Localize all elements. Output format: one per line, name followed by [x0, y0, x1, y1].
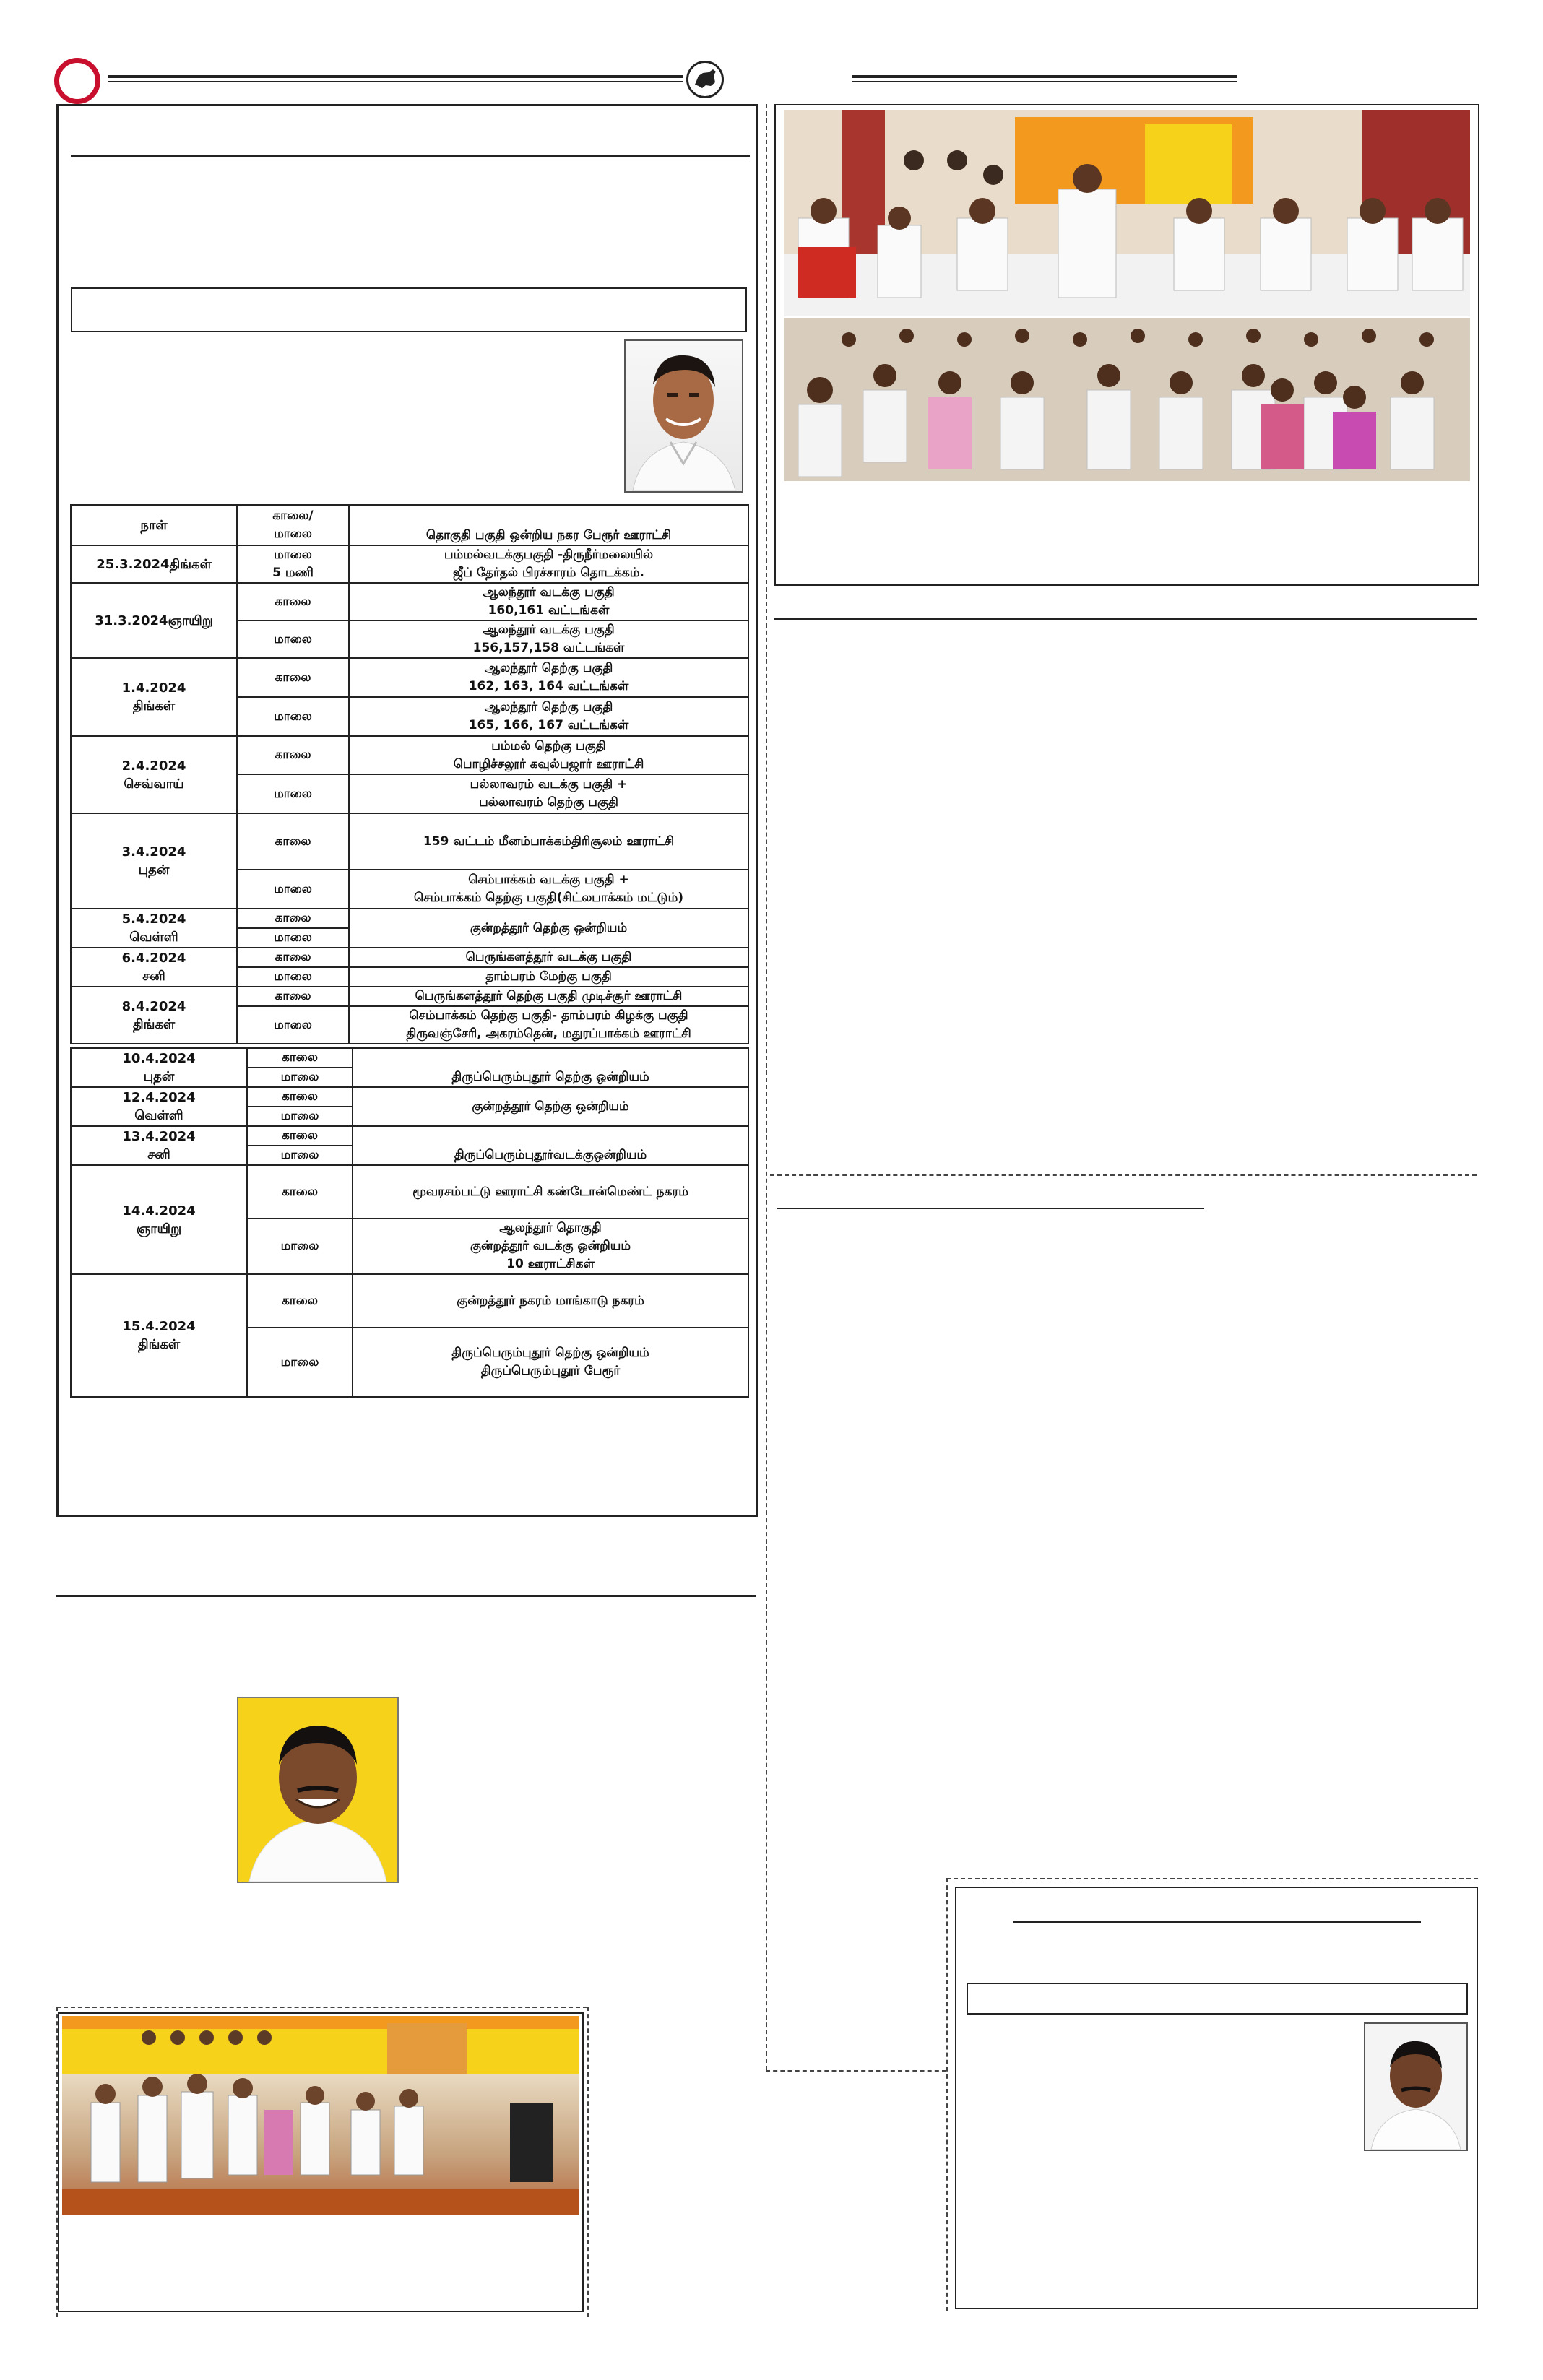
masthead-rule-right-thin: [852, 81, 1237, 82]
table-row: மாலை செம்பாக்கம் தெற்கு பகுதி- தாம்பரம் கிழக்கு பகுதி திருவஞ்சேரி, அகரம்தென், மதுரப்பாக்கம் ஊராட்சி: [71, 1006, 748, 1044]
table-row: 25.3.2024திங்கள் மாலை 5 மணி பம்மல்வடக்குபகுதி -திருநீர்மலையில் ஜீப் தேர்தல் பிரச்சாரம் தொடக்கம்.: [71, 545, 748, 583]
masthead-rule-top: [108, 75, 683, 78]
section-dashed-rule-right: [770, 1174, 1477, 1176]
section-rule-right: [774, 618, 1477, 620]
table-row: 13.4.2024 சனி காலை திருப்பெரும்புதூர்வடக்குஒன்றியம்: [71, 1126, 748, 1146]
table-row: மாலை ஆலந்தூர் தெற்கு பகுதி 165, 166, 167 வட்டங்கள்: [71, 697, 748, 736]
table-row: 14.4.2024 ஞாயிறு காலை மூவரசம்பட்டு ஊராட்சி கண்டோன்மெண்ட் நகரம்: [71, 1165, 748, 1219]
table-row: மாலை பல்லாவரம் வடக்கு பகுதி + பல்லாவரம் தெற்கு பகுதி: [71, 774, 748, 813]
subheading-box: [71, 287, 747, 332]
table-row: 10.4.2024 புதன் காலை திருப்பெரும்புதூர் தெற்கு ஒன்றியம்: [71, 1048, 748, 1068]
table-row: 31.3.2024ஞாயிறு காலை ஆலந்தூர் வடக்கு பகுதி 160,161 வட்டங்கள்: [71, 583, 748, 620]
header-date: நாள்: [71, 505, 237, 545]
br-subheading-box: [967, 1983, 1468, 2015]
masthead-rule-right: [852, 75, 1237, 78]
dashed-border-top: [56, 2007, 587, 2008]
meeting-photo-bottom: [62, 2016, 579, 2215]
masthead-rule-bottom: [108, 81, 683, 82]
column-divider: [766, 104, 767, 2070]
header-time: காலை/ மாலை: [237, 505, 349, 545]
bull-emblem-icon: [686, 61, 724, 98]
candidate-portrait: [624, 339, 743, 493]
dashed-border-br-left: [946, 1878, 948, 2311]
article-headline-rule: [71, 155, 750, 157]
masthead-logo: [54, 58, 100, 104]
table-row: மாலை: [71, 928, 748, 948]
table-row: மாலை ஆலந்தூர் வடக்கு பகுதி 156,157,158 வட்டங்கள்: [71, 620, 748, 658]
table-row: 15.4.2024 திங்கள் காலை குன்றத்தூர் நகரம் மாங்காடு நகரம்: [71, 1274, 748, 1328]
schedule-table: [70, 504, 749, 1044]
meeting-photo-audience: [784, 318, 1470, 481]
header-place: தொகுதி பகுதி ஒன்றிய நகர பேரூர் ஊராட்சி: [349, 505, 748, 545]
br-headline-rule: [1013, 1921, 1421, 1923]
table-row: 5.4.2024 வெள்ளி காலை குன்றத்தூர் தெற்கு ஒன்றியம்: [71, 909, 748, 928]
section-rule-lower-left: [56, 1595, 756, 1597]
table-row: 3.4.2024 புதன் காலை 159 வட்டம் மீனம்பாக்கம்திரிசூலம் ஊராட்சி: [71, 813, 748, 870]
meeting-photo-stage: [784, 110, 1470, 316]
table-row: 2.4.2024 செவ்வாய் காலை பம்மல் தெற்கு பகுதி பொழிச்சலூர் கவுல்பஜார் ஊராட்சி: [71, 736, 748, 774]
table-row: மாலை தாம்பரம் மேற்கு பகுதி: [71, 967, 748, 987]
schedule-table-continued: 10.4.2024 புதன் காலை திருப்பெரும்புதூர் தெற்கு ஒன்றியம் மாலை 12.4.2024 வெள்ளி காலை குன்றத்தூர் தெற்கு ஒன்றியம் மாலை 13.4.2024 சனி காலை திருப்பெரும்புதூர்வடக்குஒன்றியம் மாலை 14.4.2024 ஞாயிறு காலை மூவரசம்பட்டு ஊராட்சி கண்டோன்மெண்ட் நகரம் மாலை ஆலந்தூர் தொகுதி குன்றத்தூர் வடக்கு ஒன்றியம் 10 ஊராட்சிகள் 15.4.2024 திங்கள் காலை குன்றத்தூர் நகரம் மாங்காடு நகரம் மாலை திருப்பெரும்புதூர் தெற்கு ஒன்றியம் திருப்பெரும்புதூர் பேரூர்: [70, 1047, 749, 1398]
portrait-bottom-right: [1364, 2022, 1468, 2151]
right-column-bottom-rule: [766, 2070, 946, 2072]
table-row: 1.4.2024 திங்கள் காலை ஆலந்தூர் தெற்கு பகுதி 162, 163, 164 வட்டங்கள்: [71, 658, 748, 697]
dashed-border-br-top: [946, 1878, 1478, 1879]
table-row: 12.4.2024 வெள்ளி காலை குன்றத்தூர் தெற்கு ஒன்றியம்: [71, 1087, 748, 1107]
table-row: 6.4.2024 சனி காலை பெருங்களத்தூர் வடக்கு பகுதி: [71, 948, 748, 967]
dashed-border-right: [587, 2007, 589, 2317]
portrait-yellow-background: [237, 1697, 399, 1883]
table-row: மாலை செம்பாக்கம் வடக்கு பகுதி + செம்பாக்கம் தெற்கு பகுதி(சிட்லபாக்கம் மட்டும்): [71, 870, 748, 909]
table-row: 8.4.2024 திங்கள் காலை பெருங்களத்தூர் தெற்கு பகுதி முடிச்சூர் ஊராட்சி: [71, 987, 748, 1006]
subsection-headline-rule: [777, 1208, 1204, 1209]
